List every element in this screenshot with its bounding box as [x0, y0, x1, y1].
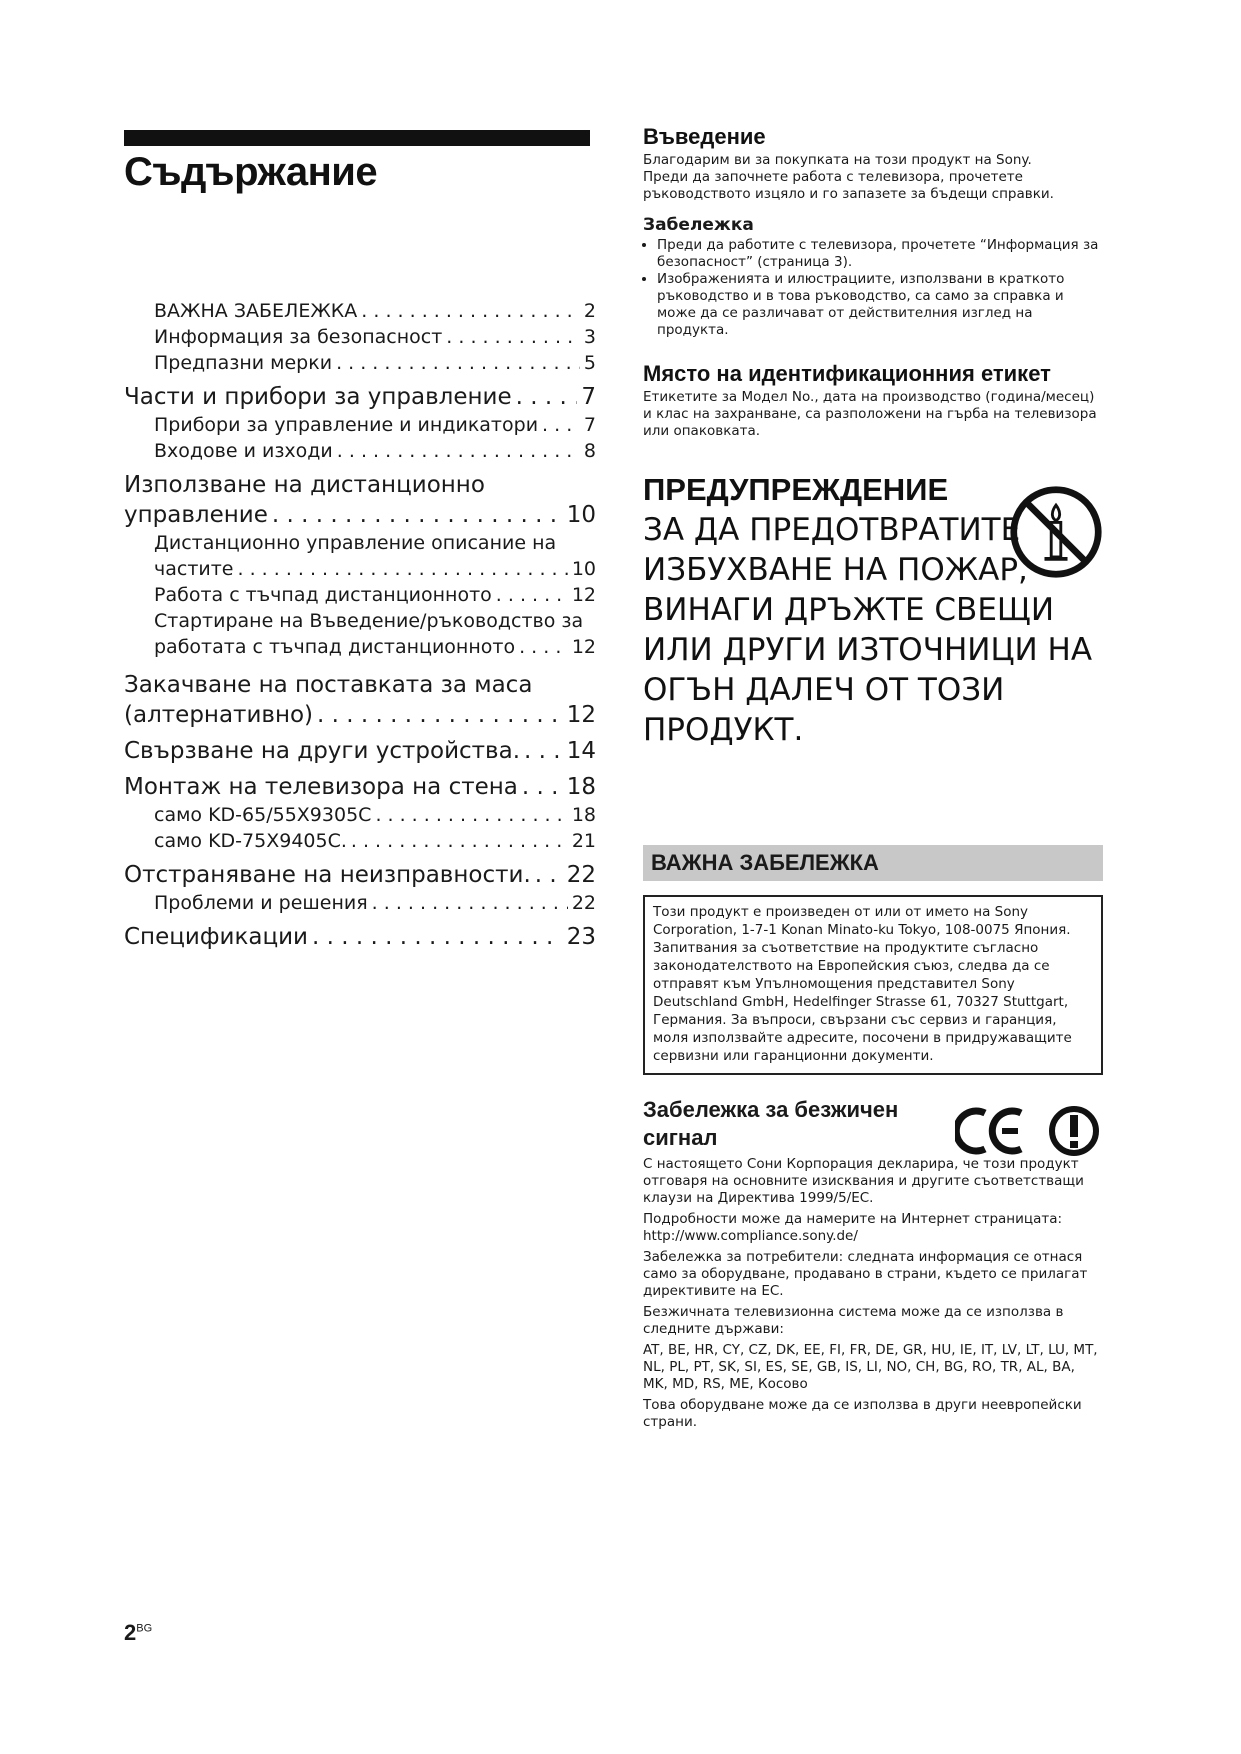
wireless-paragraph: С настоящето Сони Корпорация декларира, че този продукт отговаря на основните изисквания и другите съответстващи клаузи на Директива 1999/5/EC.: [643, 1156, 1084, 1206]
toc-entry[interactable]: Входове и изходи . . . 8: [124, 438, 596, 464]
toc-entry[interactable]: Спецификации . . . 23: [124, 922, 596, 952]
warning-text: ЗА ДА ПРЕДОТВРАТИТЕ ИЗБУХВАНЕ НА ПОЖАР, ВИНАГИ ДРЪЖТЕ СВЕЩИ ИЛИ ДРУГИ ИЗТОЧНИЦИ НА ОГЪН ДАЛЕЧ ОТ ТОЗИ ПРОДУКТ.: [643, 512, 1093, 748]
wireless-title: Забележка за безжичен сигнал: [643, 1097, 899, 1150]
toc-entry[interactable]: управление . . . 10: [124, 500, 596, 530]
toc-entry[interactable]: Части и прибори за управление . . . 7: [124, 382, 596, 412]
toc-entry-line1: Дистанционно управление описание на: [154, 532, 557, 554]
no-candle-icon: [1008, 484, 1104, 580]
table-of-contents: [124, 298, 596, 952]
toc-entry[interactable]: Свързване на други устройства. . . . 14: [124, 736, 596, 766]
toc-title: Съдържание: [124, 150, 378, 194]
intro-title: Въведение: [643, 124, 766, 149]
wireless-section: [643, 1096, 1103, 1431]
wireless-paragraph: Това оборудване може да се използва в други неевропейски страни.: [643, 1397, 1082, 1430]
toc-entry[interactable]: Монтаж на телевизора на стена . . . 18: [124, 772, 596, 802]
wireless-paragraph: Безжичната телевизионна система може да се използва в следните държави:: [643, 1304, 1064, 1337]
intro-paragraph: Преди да започнете работа с телевизора, прочетете ръководството изцяло и го запазете за бъдещи справки.: [643, 169, 1054, 202]
toc-entry[interactable]: Работа с тъчпад дистанционното . . . 12: [124, 582, 596, 608]
toc-entry[interactable]: Информация за безопасност . . . 3: [124, 324, 596, 350]
note-list: [643, 237, 1103, 339]
ce-mark-icon: [955, 1105, 1025, 1157]
intro-paragraph: Благодарим ви за покупката на този продукт на Sony.: [643, 152, 1032, 168]
toc-entry[interactable]: частите . . . 10: [124, 556, 596, 582]
toc-entry[interactable]: Проблеми и решения . . . 22: [124, 890, 596, 916]
toc-entry[interactable]: ВАЖНА ЗАБЕЛЕЖКА . . . 2: [124, 298, 596, 324]
toc-entry[interactable]: само KD-75X9405C. . . . 21: [124, 828, 596, 854]
toc-entry[interactable]: Отстраняване на неизправности. . . . 22: [124, 860, 596, 890]
toc-entry-line1: Закачване на поставката за маса: [124, 672, 533, 698]
label-location-title: Място на идентификационния етикет: [643, 361, 1051, 386]
toc-entry[interactable]: само KD-65/55X9305C . . . 18: [124, 802, 596, 828]
title-bar: [124, 130, 590, 146]
important-notice-box: Този продукт е произведен от или от името на Sony Corporation, 1-7-1 Konan Minato-ku Tokyo, 108-0075 Япония. Запитвания за съответствие на продуктите съгласно законодателството на Европейския съюз, следва да се отправят към Упълномощения представител Sony Deutschland GmbH, Hedelfinger Strasse 61, 70327 Stuttgart, Германия. За въпроси, свързани със сервиз и гаранция, моля използвайте адресите, посочени в придружаващите сервизни или гаранционни документи.: [643, 895, 1103, 1075]
list-item: • Преди да работите с телевизора, прочетете “Информация за безопасност” (страница 3).: [657, 237, 1103, 271]
list-item: • Изображенията и илюстрациите, използвани в краткото ръководство и в това ръководство, са само за справка и може да се различават от действителния изглед на продукта.: [657, 271, 1103, 339]
toc-entry[interactable]: работата с тъчпад дистанционното . . . 12: [124, 634, 596, 660]
label-location-text: Етикетите за Модел No., дата на производство (година/месец) и клас на захранване, са разположени на гърба на телевизора или опаковката.: [643, 389, 1097, 439]
alert-icon: [1047, 1104, 1101, 1158]
toc-entry[interactable]: Прибори за управление и индикатори . . . 7: [124, 412, 596, 438]
page-number: $2^{BG}$: [124, 1620, 153, 1645]
intro-section: [643, 124, 1103, 440]
toc-entry[interactable]: Предпазни мерки . . . 5: [124, 350, 596, 376]
wireless-paragraph: AT, BE, HR, CY, CZ, DK, EE, FI, FR, DE, GR, HU, IE, IT, LV, LT, LU, MT, NL, PL, PT, SK, SI, ES, SE, GB, IS, LI, NO, CH, BG, RO, TR, AL, BA, MK, MD, RS, ME, Косово: [643, 1342, 1098, 1392]
toc-entry-line1: Стартиране на Въведение/ръководство за: [154, 610, 584, 632]
wireless-paragraph: Подробности може да намерите на Интернет страницата: http://www.compliance.sony.de/: [643, 1211, 1063, 1244]
toc-entry[interactable]: (алтернативно) . . . 12: [124, 700, 596, 730]
note-title: Забележка: [643, 215, 754, 235]
toc-entry-line1: Използване на дистанционно: [124, 472, 485, 498]
warning-title: ПРЕДУПРЕЖДЕНИЕ: [643, 472, 949, 507]
wireless-paragraph: Забележка за потребители: следната информация се отнася само за оборудване, продавано в страни, където се прилагат директивите на ЕС.: [643, 1249, 1088, 1299]
important-notice-header: ВАЖНА ЗАБЕЛЕЖКА: [643, 845, 1103, 881]
